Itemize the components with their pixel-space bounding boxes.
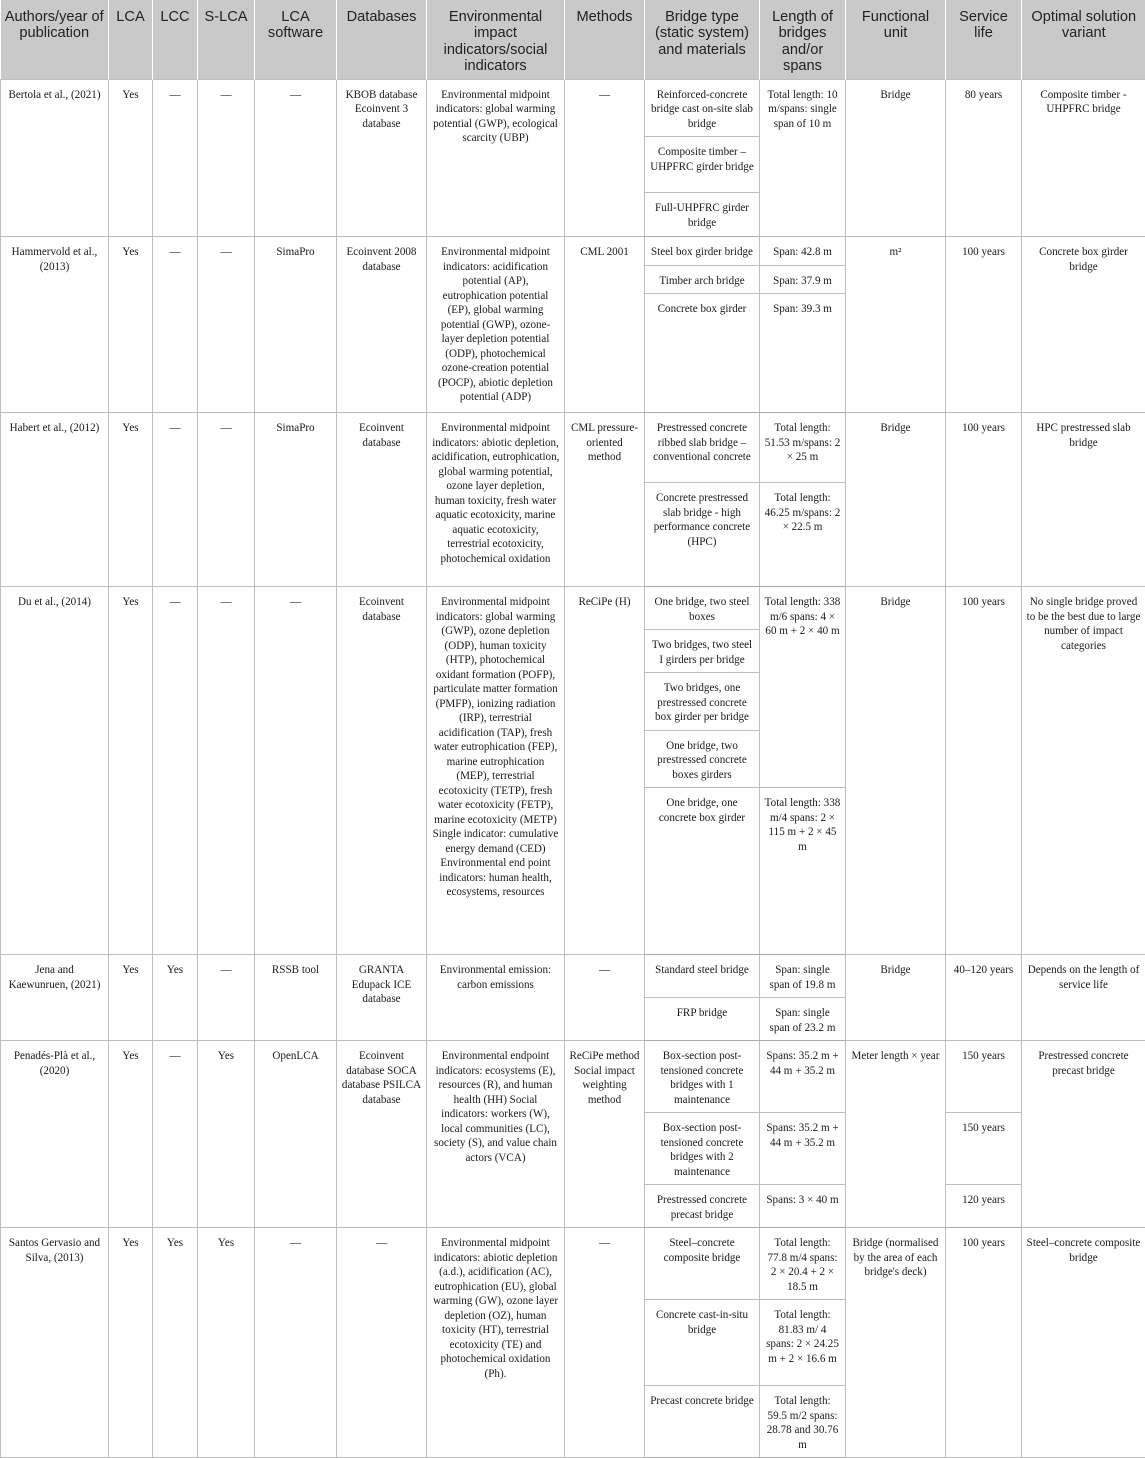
cell-bridge-type: One bridge, one concrete box girder xyxy=(645,788,760,955)
header-lca: LCA xyxy=(109,0,153,79)
cell-software: OpenLCA xyxy=(255,1041,337,1228)
cell-functional-unit: Bridge xyxy=(846,587,946,955)
cell-service-life: 150 years xyxy=(946,1113,1022,1185)
cell-bridge-type: FRP bridge xyxy=(645,998,760,1041)
cell-methods: CML 2001 xyxy=(565,237,645,413)
cell-author: Santos Gervasio and Silva, (2013) xyxy=(1,1228,109,1458)
cell-service-life: 120 years xyxy=(946,1185,1022,1228)
cell-bridge-type: Box-section post-tensioned concrete bridges with 1 maintenance xyxy=(645,1041,760,1113)
cell-lca: Yes xyxy=(109,1228,153,1458)
cell-indicators: Environmental midpoint indicators: acidification potential (AP), eutrophication potential (EP), global warming potential (GWP), ozone-layer depletion potential (ODP), photochemical ozone-creation potential (POCP), abiotic depletion potential (ADP) xyxy=(427,237,565,413)
cell-author: Penadés-Plà et al., (2020) xyxy=(1,1041,109,1228)
cell-service-life: 100 years xyxy=(946,413,1022,587)
cell-indicators: Environmental midpoint indicators: global warming potential (GWP), ecological scarcity (UBP) xyxy=(427,79,565,237)
table-row xyxy=(1,587,1145,630)
cell-indicators: Environmental emission: carbon emissions xyxy=(427,955,565,1041)
cell-length: Total length: 81.83 m/ 4 spans: 2 × 24.25 m + 2 × 16.6 m xyxy=(760,1300,846,1386)
cell-databases: GRANTA Edupack ICE database xyxy=(337,955,427,1041)
cell-lcc: Yes xyxy=(153,1228,198,1458)
cell-bridge-type: Concrete prestressed slab bridge - high performance concrete (HPC) xyxy=(645,483,760,587)
cell-functional-unit: Bridge (normalised by the area of each bridge's deck) xyxy=(846,1228,946,1458)
header-lcc: LCC xyxy=(153,0,198,79)
cell-functional-unit: Bridge xyxy=(846,79,946,237)
cell-slca: — xyxy=(198,955,255,1041)
header-slca: S-LCA xyxy=(198,0,255,79)
cell-lca: Yes xyxy=(109,413,153,587)
cell-bridge-type: Timber arch bridge xyxy=(645,265,760,294)
cell-bridge-type: Prestressed concrete ribbed slab bridge – conventional concrete xyxy=(645,413,760,483)
table-row xyxy=(1,237,1145,266)
cell-indicators: Environmental midpoint indicators: abiotic depletion (a.d.), acidification (AC), eutrophication (EU), global warming (GW), ozone layer depletion (OZ), human toxicity (HT), terrestrial ecotoxicity (TE) and photochemical oxidation (Ph). xyxy=(427,1228,565,1458)
cell-service-life: 40–120 years xyxy=(946,955,1022,1041)
header-methods: Methods xyxy=(565,0,645,79)
cell-service-life: 100 years xyxy=(946,1228,1022,1458)
cell-indicators: Environmental endpoint indicators: ecosystems (E), resources (R), and human health (HH) Social indicators: workers (W), local communities (LC), society (S), and value chain actors (VCA) xyxy=(427,1041,565,1228)
cell-author: Bertola et al., (2021) xyxy=(1,79,109,237)
cell-author: Habert et al., (2012) xyxy=(1,413,109,587)
cell-bridge-type: Full-UHPFRC girder bridge xyxy=(645,193,760,237)
cell-indicators: Environmental midpoint indicators: global warming (GWP), ozone depletion (ODP), human toxicity (HTP), photochemical oxidant formation (POFP), particulate matter formation (PMFP), ionizing radiation (IRP), terrestrial acidification (TAP), fresh water eutrophication (FEP), marine eutrophication (MEP), terrestrial ecotoxicity (TETP), fresh water ecotoxicity (FETP), marine ecotoxicity (METP) Single indicator: cumulative energy demand (CED) Environmental end point indicators: human health, ecosystems, resources xyxy=(427,587,565,955)
cell-length: Spans: 35.2 m + 44 m + 35.2 m xyxy=(760,1113,846,1185)
cell-databases: Ecoinvent 2008 database xyxy=(337,237,427,413)
cell-lca: Yes xyxy=(109,587,153,955)
cell-bridge-type: Standard steel bridge xyxy=(645,955,760,998)
cell-bridge-type: One bridge, two steel boxes xyxy=(645,587,760,630)
cell-methods: — xyxy=(565,1228,645,1458)
cell-bridge-type: Two bridges, two steel I girders per bridge xyxy=(645,630,760,673)
cell-optimal: Steel–concrete composite bridge xyxy=(1022,1228,1145,1458)
cell-methods: CML pressure-oriented method xyxy=(565,413,645,587)
cell-slca: — xyxy=(198,587,255,955)
cell-bridge-type: Steel–concrete composite bridge xyxy=(645,1228,760,1300)
cell-length: Span: 39.3 m xyxy=(760,294,846,413)
cell-length: Total length: 10 m/spans: single span of 10 m xyxy=(760,79,846,237)
cell-software: RSSB tool xyxy=(255,955,337,1041)
cell-bridge-type: Prestressed concrete precast bridge xyxy=(645,1185,760,1228)
table-header-row xyxy=(1,0,1145,79)
cell-length: Total length: 46.25 m/spans: 2 × 22.5 m xyxy=(760,483,846,587)
cell-bridge-type: Reinforced-concrete bridge cast on-site slab bridge xyxy=(645,79,760,137)
cell-software: SimaPro xyxy=(255,413,337,587)
cell-length: Span: 42.8 m xyxy=(760,237,846,266)
cell-bridge-type: Concrete cast-in-situ bridge xyxy=(645,1300,760,1386)
cell-service-life: 100 years xyxy=(946,237,1022,413)
cell-methods: — xyxy=(565,79,645,237)
cell-slca: Yes xyxy=(198,1041,255,1228)
cell-databases: Ecoinvent database xyxy=(337,413,427,587)
table-row xyxy=(1,955,1145,998)
cell-slca: — xyxy=(198,413,255,587)
header-databases: Databases xyxy=(337,0,427,79)
cell-lcc: — xyxy=(153,413,198,587)
table-row xyxy=(1,1228,1145,1300)
cell-functional-unit: Bridge xyxy=(846,955,946,1041)
cell-length: Span: single span of 19.8 m xyxy=(760,955,846,998)
cell-lcc: — xyxy=(153,79,198,237)
cell-optimal: No single bridge proved to be the best due to large number of impact categories xyxy=(1022,587,1145,955)
cell-functional-unit: Bridge xyxy=(846,413,946,587)
cell-software: — xyxy=(255,1228,337,1458)
table-row xyxy=(1,413,1145,483)
cell-lcc: — xyxy=(153,1041,198,1228)
cell-length: Spans: 35.2 m + 44 m + 35.2 m xyxy=(760,1041,846,1113)
cell-bridge-type: Concrete box girder xyxy=(645,294,760,413)
cell-indicators: Environmental midpoint indicators: abiotic depletion, acidification, eutrophication, global warming potential, ozone layer depletion, human toxicity, fresh water aquatic ecotoxicity, marine aquatic ecotoxicity, terrestrial ecotoxicity, photochemical oxidation xyxy=(427,413,565,587)
cell-optimal: Prestressed concrete precast bridge xyxy=(1022,1041,1145,1228)
cell-lcc: Yes xyxy=(153,955,198,1041)
cell-bridge-type: Box-section post-tensioned concrete bridges with 2 maintenance xyxy=(645,1113,760,1185)
cell-service-life: 100 years xyxy=(946,587,1022,955)
cell-lca: Yes xyxy=(109,79,153,237)
cell-service-life: 150 years xyxy=(946,1041,1022,1113)
cell-length: Total length: 59.5 m/2 spans: 28.78 and 30.76 m xyxy=(760,1386,846,1458)
cell-databases: — xyxy=(337,1228,427,1458)
cell-author: Du et al., (2014) xyxy=(1,587,109,955)
cell-databases: Ecoinvent database xyxy=(337,587,427,955)
table-row xyxy=(1,1041,1145,1113)
cell-lca: Yes xyxy=(109,1041,153,1228)
cell-length: Total length: 338 m/4 spans: 2 × 115 m + 2 × 45 m xyxy=(760,788,846,955)
cell-service-life: 80 years xyxy=(946,79,1022,237)
cell-functional-unit: m² xyxy=(846,237,946,413)
cell-author: Jena and Kaewunruen, (2021) xyxy=(1,955,109,1041)
header-bridge-type: Bridge type (static system) and materials xyxy=(645,0,760,79)
cell-lcc: — xyxy=(153,237,198,413)
cell-length: Total length: 338 m/6 spans: 4 × 60 m + 2 × 40 m xyxy=(760,587,846,788)
cell-lcc: — xyxy=(153,587,198,955)
cell-author: Hammervold et al., (2013) xyxy=(1,237,109,413)
cell-methods: — xyxy=(565,955,645,1041)
cell-bridge-type: Composite timber – UHPFRC girder bridge xyxy=(645,137,760,193)
cell-functional-unit: Meter length × year xyxy=(846,1041,946,1228)
cell-software: — xyxy=(255,79,337,237)
cell-databases: Ecoinvent database SOCA database PSILCA database xyxy=(337,1041,427,1228)
cell-length: Total length: 51.53 m/spans: 2 × 25 m xyxy=(760,413,846,483)
cell-software: — xyxy=(255,587,337,955)
header-indicators: Environmental impact indicators/social indicators xyxy=(427,0,565,79)
cell-length: Span: single span of 23.2 m xyxy=(760,998,846,1041)
cell-slca: — xyxy=(198,237,255,413)
cell-bridge-type: Two bridges, one prestressed concrete box girder per bridge xyxy=(645,673,760,731)
cell-methods: ReCiPe method Social impact weighting method xyxy=(565,1041,645,1228)
cell-lca: Yes xyxy=(109,955,153,1041)
header-software: LCA software xyxy=(255,0,337,79)
cell-lca: Yes xyxy=(109,237,153,413)
table-row xyxy=(1,79,1145,137)
cell-software: SimaPro xyxy=(255,237,337,413)
cell-methods: ReCiPe (H) xyxy=(565,587,645,955)
header-service-life: Service life xyxy=(946,0,1022,79)
cell-length: Total length: 77.8 m/4 spans: 2 × 20.4 + 2 × 18.5 m xyxy=(760,1228,846,1300)
cell-optimal: HPC prestressed slab bridge xyxy=(1022,413,1145,587)
header-length: Length of bridges and/or spans xyxy=(760,0,846,79)
cell-bridge-type: Precast concrete bridge xyxy=(645,1386,760,1458)
cell-databases: KBOB database Ecoinvent 3 database xyxy=(337,79,427,237)
cell-bridge-type: Steel box girder bridge xyxy=(645,237,760,266)
cell-bridge-type: One bridge, two prestressed concrete boxes girders xyxy=(645,730,760,788)
cell-length: Spans: 3 × 40 m xyxy=(760,1185,846,1228)
header-optimal: Optimal solution variant xyxy=(1022,0,1145,79)
cell-slca: — xyxy=(198,79,255,237)
header-functional-unit: Functional unit xyxy=(846,0,946,79)
cell-optimal: Concrete box girder bridge xyxy=(1022,237,1145,413)
cell-slca: Yes xyxy=(198,1228,255,1458)
cell-optimal: Depends on the length of service life xyxy=(1022,955,1145,1041)
cell-optimal: Composite timber - UHPFRC bridge xyxy=(1022,79,1145,237)
header-authors: Authors/year of publication xyxy=(1,0,109,79)
cell-length: Span: 37.9 m xyxy=(760,265,846,294)
